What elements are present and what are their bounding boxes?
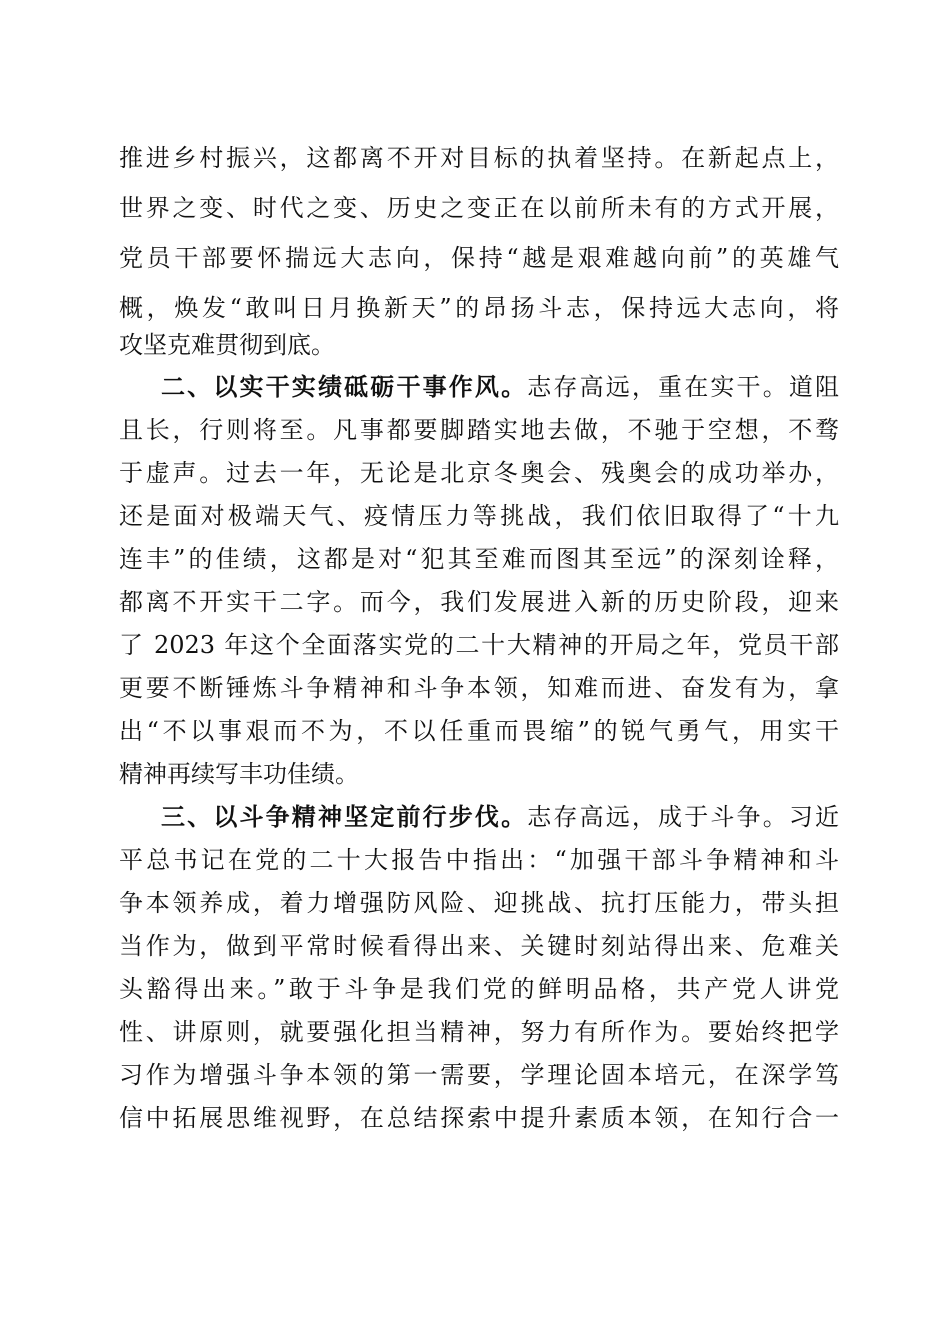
body-line: 精神再续写丰功佳绩。 (119, 760, 359, 788)
body-line: 党员干部要怀揣远大志向，保持“越是艰难越向前”的英雄气 (119, 244, 839, 272)
body-line: 习作为增强斗争本领的第一需要，学理论固本培元，在深学笃 (119, 1061, 839, 1089)
body-line: 连丰”的佳绩，这都是对“犯其至难而图其至远”的深刻诠释， (119, 545, 839, 573)
section-heading: 二、以实干实绩砥砺干事作风。 (161, 372, 528, 401)
body-line: 概，焕发“敢叫日月换新天”的昂扬斗志，保持远大志向，将 (119, 294, 839, 322)
section-heading: 三、以斗争精神坚定前行步伐。 (161, 802, 528, 831)
body-line: 信中拓展思维视野，在总结探索中提升素质本领，在知行合一 (119, 1104, 839, 1132)
body-line: 世界之变、时代之变、历史之变正在以前所未有的方式开展， (119, 194, 839, 222)
body-line: 平总书记在党的二十大报告中指出：“加强干部斗争精神和斗 (119, 846, 839, 874)
body-line: 且长，行则将至。凡事都要脚踏实地去做，不驰于空想，不骛 (119, 416, 839, 444)
paragraph-text: 志存高远，成于斗争。习近 (527, 803, 840, 831)
body-line: 性、讲原则，就要强化担当精神，努力有所作为。要始终把学 (119, 1018, 839, 1046)
body-line: 出“不以事艰而不为，不以任重而畏缩”的锐气勇气，用实干 (119, 717, 839, 745)
body-line: 都离不开实干二字。而今，我们发展进入新的历史阶段，迎来 (119, 588, 839, 616)
paragraph-first-line (161, 795, 839, 839)
body-line: 当作为，做到平常时候看得出来、关键时刻站得出来、危难关 (119, 932, 839, 960)
body-line: 头豁得出来。”敢于斗争是我们党的鲜明品格，共产党人讲党 (119, 975, 839, 1003)
body-line: 攻坚克难贯彻到底。 (119, 331, 335, 359)
body-line: 推进乡村振兴，这都离不开对目标的执着坚持。在新起点上， (119, 144, 839, 172)
paragraph-text: 志存高远，重在实干。道阻 (527, 373, 840, 401)
paragraph-first-line (161, 365, 839, 409)
body-line: 了 2023 年这个全面落实党的二十大精神的开局之年，党员干部 (119, 631, 839, 659)
body-line: 更要不断锤炼斗争精神和斗争本领，知难而进、奋发有为，拿 (119, 674, 839, 702)
body-line: 于虚声。过去一年，无论是北京冬奥会、残奥会的成功举办， (119, 459, 839, 487)
body-line: 还是面对极端天气、疫情压力等挑战，我们依旧取得了“十九 (119, 502, 839, 530)
body-line: 争本领养成，着力增强防风险、迎挑战、抗打压能力，带头担 (119, 889, 839, 917)
